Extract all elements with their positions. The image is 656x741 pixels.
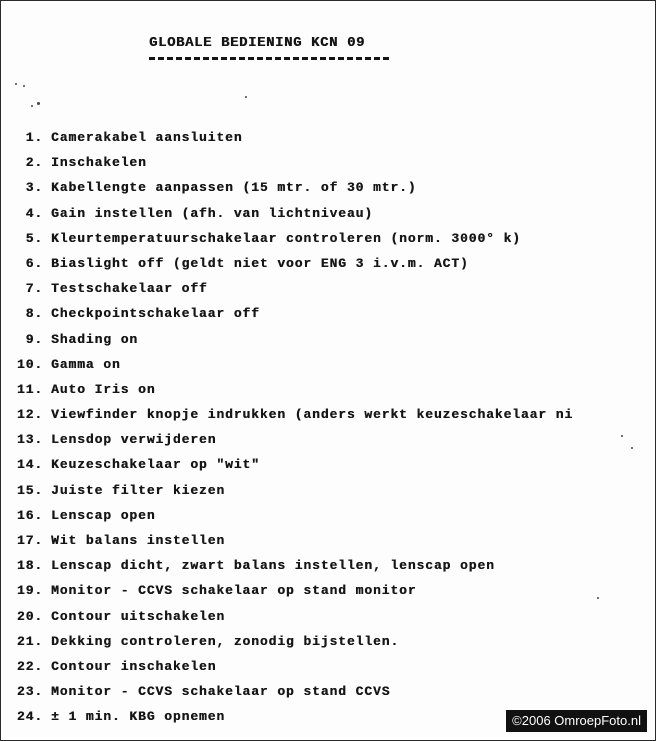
instruction-step xyxy=(1,352,573,377)
copyright-watermark: ©2006 OmroepFoto.nl xyxy=(506,710,647,732)
instruction-step xyxy=(1,553,573,578)
scan-speck xyxy=(597,597,599,599)
step-number: 20. xyxy=(16,608,43,624)
instruction-list xyxy=(1,125,573,730)
step-text: Auto Iris on xyxy=(51,381,156,397)
step-number: 22. xyxy=(16,658,43,674)
step-number: 24. xyxy=(16,709,43,725)
step-number: 21. xyxy=(16,633,43,649)
instruction-step xyxy=(1,478,573,503)
step-text: Contour uitschakelen xyxy=(51,608,226,624)
step-number: 1. xyxy=(25,130,43,145)
step-text: Lensdop verwijderen xyxy=(51,432,217,448)
step-number: 4. xyxy=(25,205,43,221)
step-text: Keuzeschakelaar op "wit" xyxy=(51,457,260,473)
step-number: 11. xyxy=(16,381,43,397)
step-text: Gamma on xyxy=(51,356,121,372)
step-text: Camerakabel aansluiten xyxy=(51,130,243,145)
step-number: 8. xyxy=(25,306,43,322)
scan-speck xyxy=(37,102,40,105)
step-number: 9. xyxy=(25,331,43,347)
instruction-step xyxy=(1,301,573,326)
instruction-step xyxy=(1,704,573,729)
step-text: Dekking controleren, zonodig bijstellen. xyxy=(51,633,400,649)
title-underline xyxy=(149,57,389,60)
step-number: 10. xyxy=(16,356,43,372)
instruction-step xyxy=(1,578,573,603)
instruction-step xyxy=(1,251,573,276)
scan-speck xyxy=(621,435,623,437)
scan-speck xyxy=(245,96,247,98)
instruction-step xyxy=(1,377,573,402)
instruction-step xyxy=(1,125,573,150)
instruction-step xyxy=(1,402,573,427)
step-number: 19. xyxy=(16,583,43,599)
step-text: Shading on xyxy=(51,331,139,347)
step-number: 3. xyxy=(25,180,43,196)
step-text: ± 1 min. KBG opnemen xyxy=(51,709,226,725)
step-text: Viewfinder knopje indrukken (anders werkt keuzeschakelaar ni xyxy=(51,407,574,423)
step-number: 6. xyxy=(25,255,43,271)
step-text: Kleurtemperatuurschakelaar controleren (norm. 3000° k) xyxy=(51,230,521,246)
step-number: 7. xyxy=(25,281,43,297)
instruction-step xyxy=(1,679,573,704)
step-number: 17. xyxy=(16,533,43,548)
step-number: 16. xyxy=(16,507,43,523)
step-number: 2. xyxy=(25,155,43,171)
document-title: GLOBALE BEDIENING KCN 09 xyxy=(149,35,366,51)
instruction-step xyxy=(1,452,573,477)
instruction-step xyxy=(1,175,573,200)
instruction-step xyxy=(1,226,573,251)
instruction-step xyxy=(1,654,573,679)
step-text: Lenscap open xyxy=(51,507,156,523)
step-number: 15. xyxy=(16,482,43,498)
instruction-step xyxy=(1,150,573,175)
scan-speck xyxy=(31,105,33,107)
step-number: 12. xyxy=(16,407,43,423)
step-number: 14. xyxy=(16,457,43,473)
step-text: Biaslight off (geldt niet voor ENG 3 i.v.m. ACT) xyxy=(51,255,469,271)
step-text: Monitor - CCVS schakelaar op stand monitor xyxy=(51,583,417,599)
instruction-step xyxy=(1,629,573,654)
step-text: Juiste filter kiezen xyxy=(51,482,226,498)
step-text: Wit balans instellen xyxy=(51,533,226,548)
step-text: Kabellengte aanpassen (15 mtr. of 30 mtr.) xyxy=(51,180,417,196)
instruction-step xyxy=(1,327,573,352)
scan-speck xyxy=(631,447,633,449)
step-text: Lenscap dicht, zwart balans instellen, lenscap open xyxy=(51,558,495,574)
step-number: 13. xyxy=(16,432,43,448)
scan-speck xyxy=(23,85,25,87)
step-number: 18. xyxy=(16,558,43,574)
step-number: 23. xyxy=(16,684,43,700)
instruction-step xyxy=(1,503,573,528)
instruction-step xyxy=(1,276,573,301)
scan-speck xyxy=(15,83,17,85)
instruction-step xyxy=(1,528,573,553)
instruction-step xyxy=(1,201,573,226)
step-text: Contour inschakelen xyxy=(51,658,217,674)
step-text: Testschakelaar off xyxy=(51,281,208,297)
step-text: Checkpointschakelaar off xyxy=(51,306,260,322)
instruction-step xyxy=(1,604,573,629)
instruction-step xyxy=(1,427,573,452)
step-number: 5. xyxy=(25,230,43,246)
step-text: Inschakelen xyxy=(51,155,147,171)
step-text: Gain instellen (afh. van lichtniveau) xyxy=(51,205,373,221)
step-text: Monitor - CCVS schakelaar op stand CCVS xyxy=(51,684,391,700)
